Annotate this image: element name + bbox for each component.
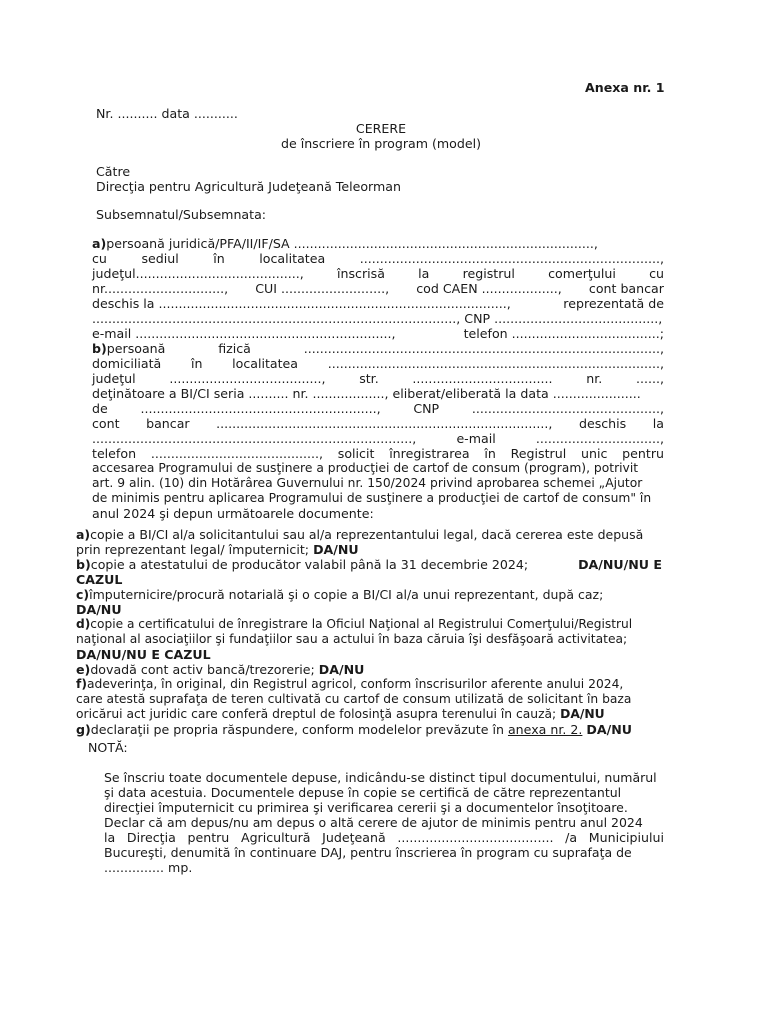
word: în [213, 251, 225, 266]
word: cu [92, 251, 107, 266]
doc-d-option: DA/NU/NU E CAZUL [76, 647, 211, 662]
note-line-7: ............... mp. [104, 860, 193, 875]
reg-number-field: nr.............................., [92, 281, 229, 296]
section-b-line-4: deţinătoare a BI/CI seria .......... nr. .................., eliberat/eliberată la data ...................... [92, 386, 641, 401]
doc-d-marker: d) [76, 617, 91, 631]
doc-a-line-1 [76, 527, 643, 542]
doc-f-text: oricărui act juridic care conferă dreptul de folosinţă asupra terenului în cauză; [76, 707, 557, 721]
word: Judeţeană [322, 830, 386, 845]
word: la [104, 830, 116, 845]
doc-a-text: copie a BI/CI al/a solicitantului sau al/a reprezentantului legal, dacă cererea este depusă [90, 527, 644, 542]
dotted-field: ..............................................., [471, 401, 664, 416]
doc-a-option: DA/NU [313, 542, 359, 557]
doc-g-line-1 [76, 722, 632, 737]
dotted-field: ................................................................................, [92, 431, 417, 446]
county-field: judeţul........................................., [92, 266, 304, 281]
doc-e-text: dovadă cont activ bancă/trezorerie; [90, 662, 315, 677]
doc-a-line-2 [76, 542, 359, 557]
word: pentru [622, 446, 664, 461]
word: domiciliată [92, 356, 162, 371]
doc-d-text: copie a certificatului de înregistrare la Oficiul Naţional al Registrului Comerţului/Registrul [90, 617, 633, 631]
word: comerţului [548, 266, 616, 281]
word: sediul [141, 251, 179, 266]
note-line-2: şi data acestuia. Documentele depuse în copie se certifică de către reprezentantul [104, 785, 622, 800]
word: cont bancar [588, 281, 664, 296]
doc-c-text: împuternicire/procură notarială şi o copie a BI/CI al/a unui reprezentant, după caz; [89, 587, 604, 602]
doc-f-marker: f) [76, 677, 87, 691]
section-a-line-5 [92, 296, 664, 311]
addressee-to: Către [96, 164, 131, 179]
doc-f-line-3 [76, 707, 605, 722]
section-b-line-3 [92, 371, 664, 386]
word: la [652, 416, 664, 431]
word: Registrul [510, 446, 567, 461]
doc-b-marker: b) [76, 557, 91, 572]
section-a-line-3 [92, 266, 664, 281]
dotted-field: ..................................................................................., [327, 356, 664, 371]
note-line-4: Declar că am depus/nu am depus o altă cerere de ajutor de minimis pentru anul 2024 [104, 815, 643, 830]
dotted-field: .........................................., [150, 446, 323, 461]
bank-field: deschis la ......................................................................................., [92, 296, 511, 311]
word: unic [581, 446, 608, 461]
word: în [484, 446, 496, 461]
word: fizică [218, 341, 251, 356]
word: CNP [413, 401, 440, 416]
section-b-line-10: art. 9 alin. (10) din Hotărârea Guvernului nr. 150/2024 privind aprobarea schemei „Ajutor [92, 476, 643, 490]
section-b-line-11: de minimis pentru aplicarea Programului de susţinere a producţiei de cartof de consum" în [92, 491, 652, 505]
word: /a [565, 830, 578, 845]
section-b-line-5 [92, 401, 664, 416]
doc-a-marker: a) [76, 527, 91, 542]
note-title: NOTĂ: [88, 740, 128, 755]
word: localitatea [232, 356, 299, 371]
addressee-institution: Direcţia pentru Agricultură Judeţeană Teleorman [96, 179, 401, 194]
dotted-field: ......................................, [169, 371, 326, 386]
word: Agricultură [240, 830, 311, 845]
doc-e-marker: e) [76, 662, 91, 677]
word: Direcţia [126, 830, 176, 845]
word: telefon [92, 446, 137, 461]
section-a-marker: a) [92, 236, 107, 251]
doc-g-option: DA/NU [586, 722, 632, 737]
annex-2-link[interactable]: anexa nr. 2. [507, 722, 583, 737]
word: la [418, 266, 430, 281]
section-b-line-9: accesarea Programului de susţinere a producţiei de cartof de consum (program), potrivit [92, 461, 639, 475]
word: cu [649, 266, 664, 281]
doc-f-line-2: care atestă suprafaţa de teren cultivată cu cartof de consum utilizată de solicitant în baza [76, 692, 632, 706]
section-a-line-4 [92, 281, 664, 296]
doc-d-line-2: naţional al asociaţiilor şi fundaţiilor sau a actului în baza căruia îşi desfăşoară activitatea; [76, 632, 628, 646]
word: Municipiului [588, 830, 664, 845]
word: pentru [187, 830, 230, 845]
caen-field: cod CAEN ..................., [416, 281, 562, 296]
document-subtitle: de înscriere în program (model) [280, 136, 482, 151]
doc-f-text: adeverinţa, în original, din Registrul agricol, conform înscrisurilor aferente anului 2024, [86, 677, 624, 691]
doc-c-line-1 [76, 587, 603, 602]
doc-c-option: DA/NU [76, 602, 122, 617]
section-b-line-7 [92, 431, 664, 446]
doc-e-line-1 [76, 662, 364, 677]
section-a-line-2 [92, 251, 664, 266]
word: e-mail [456, 431, 496, 446]
doc-g-marker: g) [76, 722, 91, 737]
doc-a-text: prin reprezentant legal/ împuternicit; [76, 542, 310, 557]
word: registrul [462, 266, 515, 281]
dotted-field: ..........................................................................., [359, 251, 664, 266]
note-line-6: Bucureşti, denumită în continuare DAJ, pentru înscrierea în program cu suprafaţa de [104, 845, 632, 860]
phone-field: telefon .....................................; [463, 326, 664, 341]
undersigned-label: Subsemnatul/Subsemnata: [96, 207, 267, 222]
dotted-field: ........................................................................................., [303, 341, 664, 356]
doc-c-marker: c) [76, 587, 90, 602]
cui-field: CUI .........................., [255, 281, 390, 296]
word: înregistrarea [389, 446, 470, 461]
email-field: e-mail ................................................................, [92, 326, 396, 341]
doc-b-option-cont: CAZUL [76, 572, 123, 587]
word: în [190, 356, 203, 371]
doc-d-line-1 [76, 617, 632, 632]
word: bancar [146, 416, 190, 431]
word: localitatea [259, 251, 326, 266]
note-line-5 [104, 830, 664, 845]
doc-b-option: DA/NU/NU E [578, 557, 662, 572]
dotted-field: ..........................................................., [140, 401, 381, 416]
doc-b-line-1 [76, 557, 662, 572]
doc-b-text: copie a atestatului de producător valabil până la 31 decembrie 2024; [90, 557, 529, 572]
registration-number-line: Nr. .......... data ........... [96, 106, 238, 121]
dotted-field: ..................................................................................., [216, 416, 553, 431]
section-a-line-6: ..........................................................................................., CNP ........................................., [92, 311, 663, 326]
section-b-line-12: anul 2024 şi depun următoarele documente: [92, 506, 374, 521]
word: judeţul [92, 371, 136, 386]
word: deschis [578, 416, 627, 431]
note-line-1: Se înscriu toate documentele depuse, indicându-se distinct tipul documentului, numărul [104, 770, 657, 785]
document-title: CERERE [355, 121, 407, 136]
doc-f-line-1 [76, 677, 623, 692]
word: reprezentată de [563, 296, 664, 311]
section-b-marker: b) [92, 341, 107, 356]
word: cont [92, 416, 120, 431]
word: solicit [337, 446, 375, 461]
doc-g-text: declaraţii pe propria răspundere, conform modelelor prevăzute în [90, 722, 504, 737]
note-line-3: direcţiei împuternicit cu primirea şi verificarea cererii şi a documentelor însoţitoare. [104, 800, 628, 815]
doc-f-option: DA/NU [560, 707, 605, 721]
word: nr. [586, 371, 603, 386]
dotted-field: ................................... [412, 371, 553, 386]
word: de [92, 401, 108, 416]
dotted-field: ....................................... [397, 830, 554, 845]
dotted-field: ......, [635, 371, 664, 386]
section-a-line-7 [92, 326, 664, 341]
word: înscrisă [337, 266, 385, 281]
section-a-entity-field: persoană juridică/PFA/II/IF/SA ..........................................................................., [106, 236, 598, 251]
doc-e-option: DA/NU [318, 662, 365, 677]
section-a-line-1 [92, 236, 598, 251]
section-b-line-8 [92, 446, 664, 461]
word: str. [359, 371, 379, 386]
word: persoană [106, 341, 166, 356]
dotted-field: ..............................., [535, 431, 664, 446]
annex-label: Anexa nr. 1 [585, 80, 665, 95]
section-b-line-2 [92, 356, 664, 371]
section-b-line-1 [92, 341, 664, 356]
section-b-line-6 [92, 416, 664, 431]
